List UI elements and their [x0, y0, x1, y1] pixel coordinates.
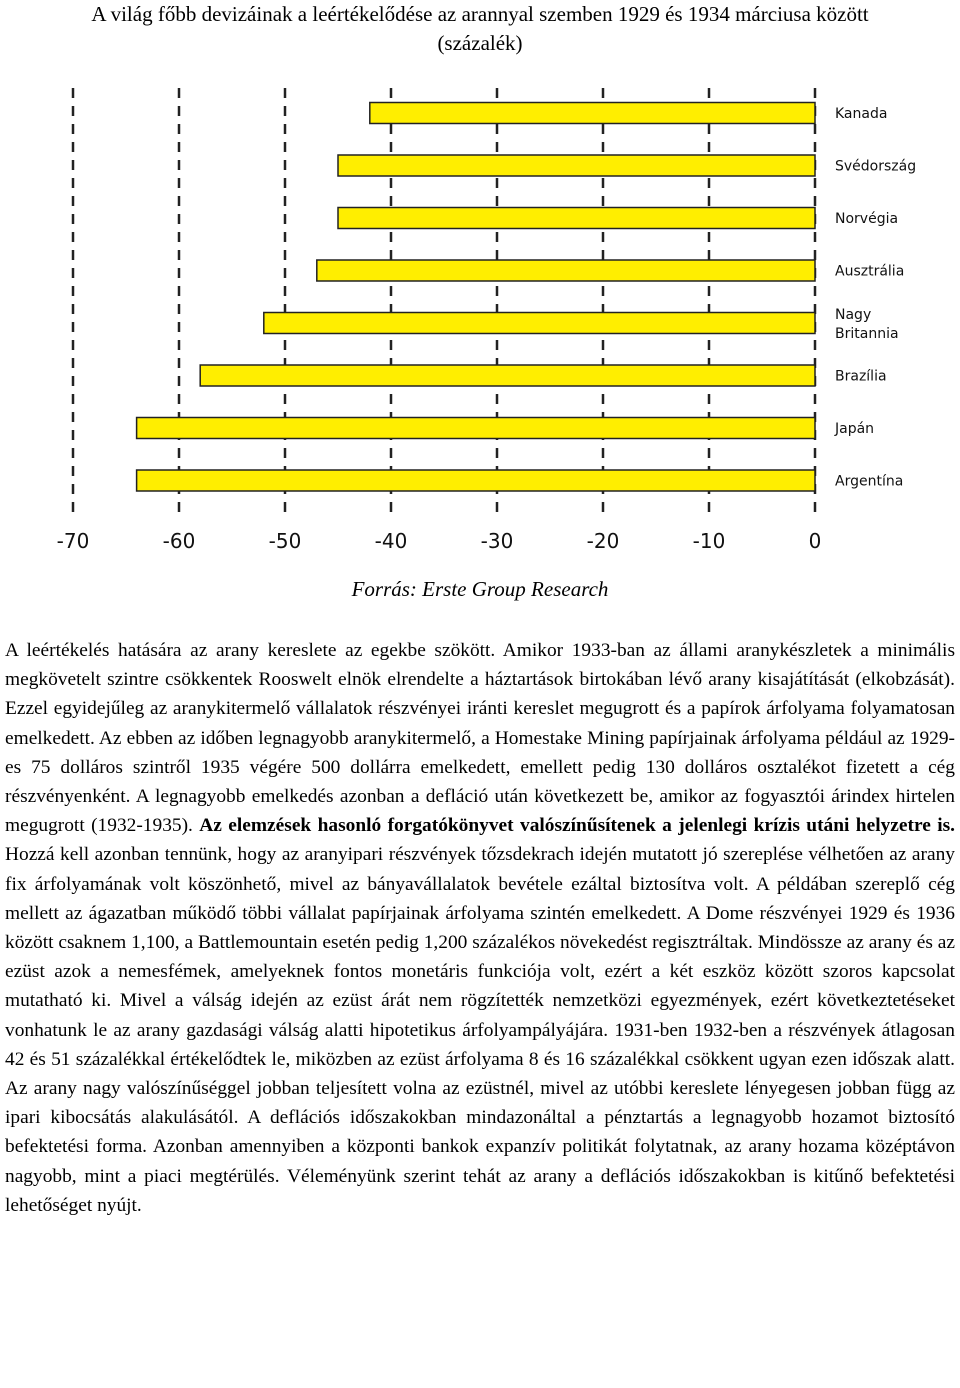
paragraph-bold-sentence: Az elemzések hasonló forgatókönyvet valószínűsítenek a jelenlegi krízis utáni helyzetre is.: [199, 815, 955, 837]
bar-3: [317, 260, 815, 281]
category-label-0: [835, 106, 887, 122]
article-paragraph: [5, 636, 955, 1220]
category-label-5: [835, 369, 887, 385]
devaluation-bar-chart: [40, 78, 960, 558]
category-label-line: Norvégia: [835, 211, 899, 227]
category-label-line: Nagy: [835, 307, 872, 323]
bar-4: [264, 313, 815, 334]
chart-svg: [40, 78, 960, 558]
category-label-line: Brazília: [835, 368, 887, 385]
x-tick-label-0: -70: [56, 529, 90, 553]
x-tick-label-2: -50: [268, 529, 302, 553]
category-label-line: Japán: [835, 421, 875, 437]
x-tick-label-3: -40: [374, 529, 408, 553]
x-tick-label-7: 0: [808, 529, 822, 553]
category-label-4: [835, 307, 899, 342]
paragraph-part2: Hozzá kell azonban tennünk, hogy az aranyipari részvények tőzsdekrach idején mutatott jó szereplése vélhetően az arany fix árfolyamának volt köszönhető, mivel az bányavállalatok bevétele ezáltal biztosítva volt. A példában szereplő cég mellett az ágazatban működő többi vállalat papírjainak árfolyama szintén emelkedett. A Dome részvényei 1929 és 1936 között csaknem 1,100, a Battlemountain esetén pedig 1,200 százalékos növekedést regisztráltak. Mindössze az arany és az ezüst azok a nemesfémek, amelyeknek fontos monetáris funkciója volt, ezért a két eszköz között szoros kapcsolat mutatható ki. Mivel a válság idején az ezüst árát nem rögzítették nemzetközi egyezmények, ezért következtetéseket vonhatunk le az arany gazdasági válság alatti hipotetikus árfolyampályájára. 1931-ben 1932-ben a részvények átlagosan 42 és 51 százalékkal értékelődtek le, miközben az ezüst árfolyama 8 és 16 százalékkal csökkent ugyan ezen időszak alatt. Az arany nagy valószínűséggel jobban teljesített volna az ezüstnél, mivel az utóbbi kereslete lényegesen jobban függ az ipari kibocsátás alakulásától. A deflációs időszakokban mindazonáltal a pénztartás a legnagyobb hozamot biztosító befektetési forma. Azonban amennyiben a központi bankok expanzív politikát folytatnak, az arany hozama középtávon nagyobb, mint a piaci megtérülés. Véleményünk szerint tehát az arany a deflációs időszakokban is kitűnő befektetési lehetőséget nyújt.: [5, 844, 955, 1216]
bar-5: [200, 365, 815, 386]
chart-title-line1: A világ főbb devizáinak a leértékelődése az arannyal szemben 1929 és 1934 márciusa között: [91, 2, 869, 26]
x-tick-label-6: -10: [692, 529, 726, 553]
category-label-line: Britannia: [835, 326, 899, 342]
category-label-7: [835, 474, 903, 490]
bar-0: [370, 103, 815, 124]
chart-title: [0, 0, 960, 58]
bar-6: [137, 418, 815, 439]
x-tick-label-1: -60: [162, 529, 196, 553]
source-caption: Forrás: Erste Group Research: [351, 577, 609, 601]
category-label-6: [834, 421, 874, 437]
x-tick-label-4: -30: [480, 529, 514, 553]
chart-title-line2: (százalék): [437, 31, 523, 55]
bar-2: [338, 208, 815, 229]
bar-1: [338, 155, 815, 176]
category-label-1: [835, 159, 916, 175]
x-tick-label-5: -20: [586, 529, 620, 553]
paragraph-part1: A leértékelés hatására az arany kereslete az egekbe szökött. Amikor 1933-ban az állami aranykészletek a minimális megkövetelt szintre csökkentek Rooswelt elnök elrendelte a háztartások birtokában lévő arany kisajátítását (elkobzását). Ezzel egyidejűleg az aranykitermelő vállalatok részvényei iránti kereslet megugrott és a papírok árfolyama folyamatosan emelkedett. Az ebben az időben legnagyobb aranykitermelő, a Homestake Mining papírjainak árfolyama például az 1929-es 75 dolláros szintről 1935 végére 500 dollárra emelkedett, emellett pedig 130 dolláros osztalékot fizetett a cég részvényenként. A legnagyobb emelkedés azonban a defláció után következett be, amikor az fogyasztói árindex hirtelen megugrott (1932-1935).: [5, 640, 955, 837]
category-label-line: Argentína: [835, 473, 904, 490]
category-label-line: Svédország: [835, 158, 917, 175]
category-label-line: Ausztrália: [835, 263, 905, 280]
article-body: [5, 636, 955, 1220]
category-label-line: Kanada: [835, 106, 888, 122]
category-label-2: [835, 211, 898, 227]
bar-7: [137, 470, 815, 491]
category-label-3: [835, 264, 904, 280]
